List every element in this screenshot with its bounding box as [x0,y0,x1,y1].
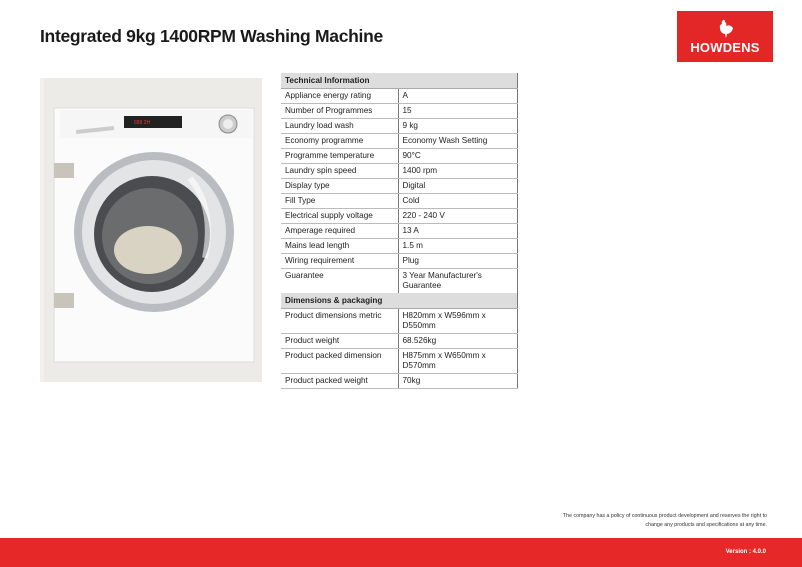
table-row [281,193,518,208]
footer-bar [0,538,802,567]
table-row [281,118,518,133]
row-label: Amperage required [281,223,398,238]
row-value: 9 kg [398,118,518,133]
page-title: Integrated 9kg 1400RPM Washing Machine [40,26,383,46]
row-value: Digital [398,178,518,193]
row-label: Wiring requirement [281,253,398,268]
disclaimer-line-2: change any products and specifications at any time. [645,522,767,528]
row-label: Laundry load wash [281,118,398,133]
table-row [281,268,518,293]
row-value: A [398,88,518,103]
row-label: Programme temperature [281,148,398,163]
table-row [281,88,518,103]
row-label: Fill Type [281,193,398,208]
row-value: 3 Year Manufacturer's Guarantee [398,268,518,293]
dimensions-packaging-header: Dimensions & packaging [281,293,518,308]
row-value: 1.5 m [398,238,518,253]
row-value: 15 [398,103,518,118]
technical-information-header: Technical Information [281,73,518,88]
dimensions-packaging-table [281,293,518,389]
row-value: Economy Wash Setting [398,133,518,148]
table-row [281,223,518,238]
technical-information-table [281,73,518,294]
table-row [281,333,518,348]
table-row [281,348,518,373]
row-label: Mains lead length [281,238,398,253]
table-row [281,308,518,333]
row-value: 68.526kg [398,333,518,348]
table-row [281,133,518,148]
row-label: Product packed weight [281,373,398,388]
row-label: Product dimensions metric [281,308,398,333]
row-label: Product packed dimension [281,348,398,373]
row-value: H820mm x W596mm x D550mm [398,308,518,333]
table-row [281,178,518,193]
table-row [281,253,518,268]
table-row [281,163,518,178]
row-value: 220 - 240 V [398,208,518,223]
table-row [281,148,518,163]
product-image [40,78,262,382]
howdens-logo [677,11,773,62]
row-value: Plug [398,253,518,268]
row-label: Economy programme [281,133,398,148]
row-label: Electrical supply voltage [281,208,398,223]
row-value: 90°C [398,148,518,163]
row-label: Laundry spin speed [281,163,398,178]
svg-text:888 2H: 888 2H [134,120,151,126]
row-value: 70kg [398,373,518,388]
version-label: Version : 4.0.0 [725,549,766,555]
row-label: Product weight [281,333,398,348]
rooster-icon [717,19,735,39]
disclaimer-line-1: The company has a policy of continuous product development and reserves the right to [562,513,767,519]
row-value: 1400 rpm [398,163,518,178]
row-value: Cold [398,193,518,208]
table-row [281,238,518,253]
row-value: 13 A [398,223,518,238]
table-row [281,373,518,388]
table-row [281,208,518,223]
table-row [281,103,518,118]
row-label: Number of Programmes [281,103,398,118]
disclaimer [563,512,767,530]
row-label: Guarantee [281,268,398,293]
row-value: H875mm x W650mm x D570mm [398,348,518,373]
logo-text: HOWDENS [690,40,760,55]
row-label: Appliance energy rating [281,88,398,103]
row-label: Display type [281,178,398,193]
